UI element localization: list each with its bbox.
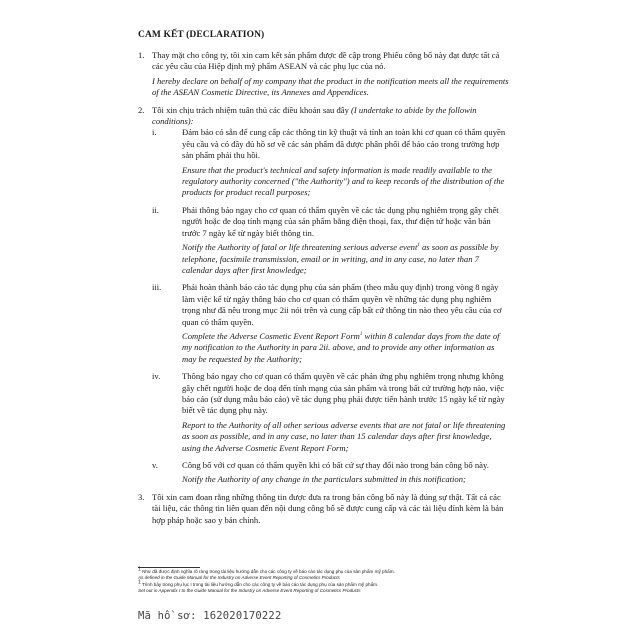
declaration-item-2 [138,105,510,486]
item-number: 3. [138,491,145,502]
condition-text-en-part: Notify the Authority of fatal or life threatening serious adverse event [182,242,418,253]
item-text-vi: Tôi xin cam đoan rằng những thông tin được đưa ra trong bản công bố này là đúng sự thật. Tất cả các tài liệu, các thông tin liên quan đến nội dung công bố sẽ được cung cấp và các tài liệu đính kèm là bản hợp pháp hoặc sao y bản chính. [152,491,504,525]
declaration-item-3 [138,492,510,526]
condition-number: i. [152,127,157,138]
footnote-ref: 1 [359,332,363,338]
condition-text-en-part: Notify the Authority of any change in the particulars submitted in this notification; [182,474,466,485]
declaration-document [138,30,510,531]
condition-text-vi: Thông báo ngay cho cơ quan có thẩm quyền về các phản ứng phụ nghiêm trọng nhưng không gây chết người hoặc đe doạ đến tính mạng của sản phẩm và trong bất cứ trường hợp nào, việc báo cáo (sử dụng mẫu báo cáo) về tác dụng phụ phải được tiến hành trước 15 ngày kể từ ngày biết về tác dụng phụ này. [182,371,505,416]
file-code: Mã hồ sơ: 162020170222 [138,610,282,622]
item-intro [152,105,510,128]
footnote-ref: 1 [417,243,420,249]
item-text-vi: Tôi xin chịu trách nhiệm tuân thủ các điều khoản sau đây [152,104,349,115]
condition-text-en-part: Ensure that the product's technical and safety information is made readily available to the regulatory authority concerned ("the Authority") and to keep records of the distribution of the products for product recall purposes; [182,164,505,198]
item-number: 2. [138,104,145,115]
condition-number: iii. [152,282,162,293]
footnote-divider [138,567,200,568]
condition-text-en-part: Report to the Authority of all other serious adverse events that are not fatal or life threatening as soon as possible, and in any case, no later than 15 calendar days after first knowledge, using the Adverse Cosmetic Event Report Form; [182,419,506,453]
item-text-en: I hereby declare on behalf of my company that the product in the notification meets all the requirements of the ASEAN Cosmetic Directive, its Annexes and Appendices. [152,75,509,98]
condition-item [152,371,510,454]
footnotes [138,566,510,595]
item-text-en: (I undertake to abide by the followin conditions): [152,104,477,127]
condition-item [152,127,510,198]
footnote-en: As defined in the Guide Manual for the Industry on Adverse Event Reporting of Cosmetics Products [138,575,340,581]
condition-text-en [182,420,510,454]
condition-text-vi: Phải hoàn thành báo cáo tác dụng phụ của sản phẩm (theo mẫu quy định) trong vòng 8 ngày làm việc kể từ ngày thông báo cho cơ quan có thẩm quyền về những tác dụng phụ nghiêm trọng như đã nêu trong mục 2ii nói trên và cung cấp bất cứ thông tin nào theo yêu cầu của cơ quan có thẩm quyền. [182,282,502,327]
page-title: CAM KẾT (DECLARATION) [138,30,265,40]
declaration-item-1 [138,50,510,99]
condition-number: v. [152,460,158,470]
condition-number: iv. [152,371,161,382]
footnote-text: Như đã được định nghĩa rõ ràng trong tài liệu hướng dẫn cho các công ty về báo cáo tác dụng phụ của sản phẩm mỹ phẩm. [142,569,395,574]
footnote-mark: 1 [138,566,141,573]
conditions-list [152,127,510,485]
item-text-vi: Thay mặt cho công ty, tôi xin cam kết sản phẩm được đề cập trong Phiếu công bố này đạt được tất cả các yêu cầu của Hiệp định mỹ phẩm ASEAN và các phụ lục của nó. [152,50,500,72]
item-number: 1. [138,50,145,60]
condition-text-vi: Đảm bảo có sẵn để cung cấp các thông tin kỹ thuật và tính an toàn khi cơ quan có thẩm quyền yêu cầu và có đầy đủ hồ sơ về các sản phẩm đã được phân phối để báo cáo trong trường hợp sản phẩm phải thu hồi. [182,127,506,161]
footnote-text: Trình bày trong phụ lục I trong tài liệu hướng dẫn cho các công ty về báo cáo tác dụng phụ của sản phẩm mỹ phẩm. [141,581,379,587]
condition-item [152,460,510,486]
condition-text-vi: Phải thông báo ngay cho cơ quan có thẩm quyền về các tác dụng phụ nghiêm trọng gây chết người hoặc đe doạ tính mạng của sản phẩm bằng điện thoại, fax, thư điện tử hoặc văn bản trước 7 ngày kể từ ngày biết thông tin. [182,204,499,238]
condition-item [152,282,510,365]
condition-text-vi: Công bố với cơ quan có thẩm quyền khi có bất cứ sự thay đổi nào trong bản công bố này. [182,460,489,470]
condition-text-en-part: as soon as possible by telephone, facsimile transmission, email or in writing, and in any case, no later than 7 calendar days after first knowledge; [182,242,499,275]
condition-text-en [182,474,510,485]
condition-text-en [182,242,510,276]
footnote-mark: 1 [138,579,141,586]
condition-item [152,205,510,276]
condition-text-en [182,165,510,199]
condition-text-en-part: Complete the Adverse Cosmetic Event Report Form [182,330,360,341]
condition-number: ii. [152,204,159,215]
condition-text-en-part: within 8 calendar days from the date of my notification to the Authority in para 2ii. above, and to provide any other information as may be requested by the Authority; [182,330,500,364]
condition-text-en [182,331,510,365]
footnote-en: Set out in Appendix I to the Guide Manual for the Industry on Adverse Event Reporting of Cosmetics Products [138,588,361,594]
